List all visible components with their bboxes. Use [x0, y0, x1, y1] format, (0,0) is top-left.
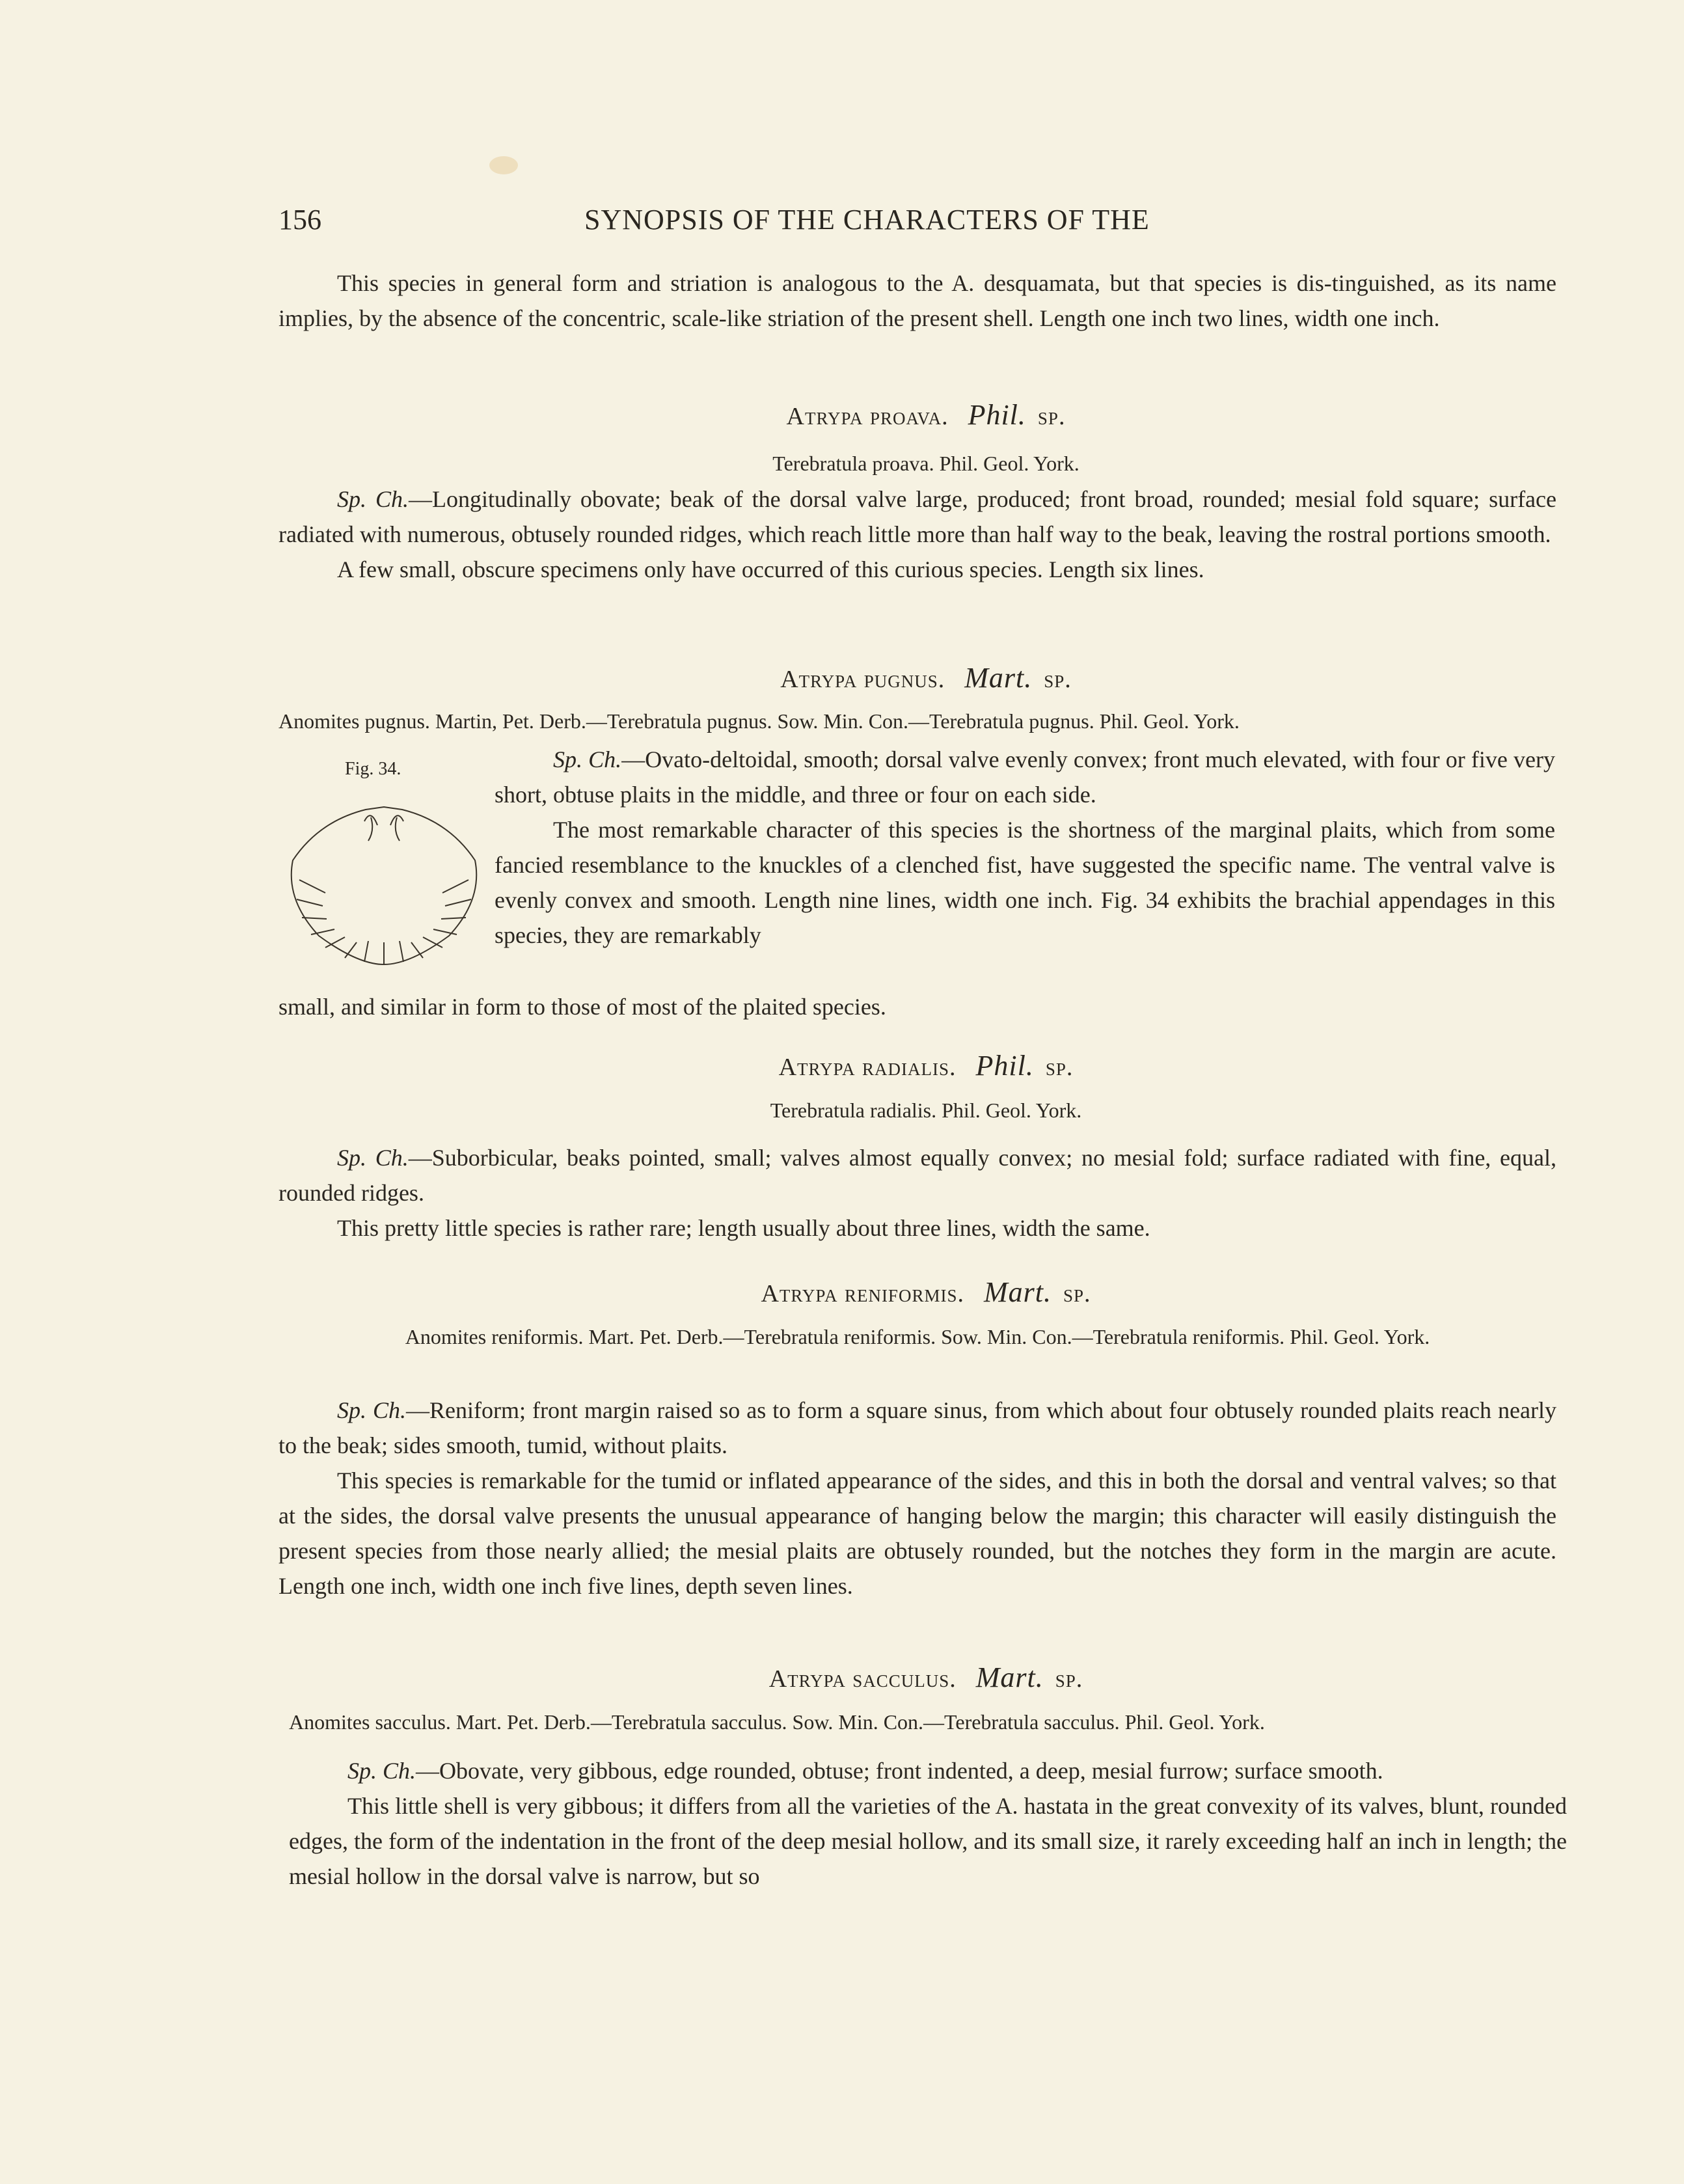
remark-text: A few small, obscure specimens only have occurred of this curious species. Length six lines.	[337, 556, 1204, 582]
sp-ch-label: Sp. Ch.	[553, 746, 622, 772]
running-head	[278, 203, 1573, 249]
running-title: SYNOPSIS OF THE CHARACTERS OF THE	[584, 204, 1150, 236]
sp-ch-text: —Obovate, very gibbous, edge rounded, obtuse; front indented, a deep, mesial furrow; surface smooth.	[416, 1758, 1383, 1784]
figure-label: Fig. 34.	[345, 759, 401, 779]
species-heading-radialis	[278, 1049, 1573, 1082]
species-heading-pugnus	[278, 661, 1573, 694]
species-authority: Phil.	[968, 399, 1026, 431]
species-authority: Mart.	[964, 662, 1033, 694]
remark-text: The most remarkable character of this species is the shortness of the marginal plaits, which from some fancied resemblance to the knuckles of a clenched fist, have suggested the specific name. The ventral valve is evenly convex and smooth. Length nine lines, width one inch. Fig. 34 exhibits the brachial appendages in this species, they are remarkably	[495, 817, 1555, 948]
description-pugnus	[495, 742, 1555, 953]
sp-ch-label: Sp. Ch.	[337, 1397, 407, 1423]
synonymy-proava: Terebratula proava. Phil. Geol. York.	[772, 452, 1080, 475]
remark-end-text: small, and similar in form to those of most of the plaited species.	[278, 994, 886, 1020]
sp-ch-text: —Ovato-deltoidal, smooth; dorsal valve evenly convex; front much elevated, with four or five very short, obtuse plaits in the middle, and three or four on each side.	[495, 746, 1555, 808]
species-authority: Phil.	[975, 1050, 1034, 1082]
species-name: Atrypa radialis.	[778, 1054, 957, 1081]
species-authority: Mart.	[975, 1661, 1044, 1693]
remark-text: This little shell is very gibbous; it differs from all the varieties of the A. hastata in the great convexity of its valves, blunt, rounded edges, the form of the indentation in the front of the deep mesial hollow, and its small size, it rarely exceeding half an inch in length; the mesial hollow in the dorsal valve is narrow, but so	[289, 1793, 1567, 1889]
description-proava	[278, 482, 1556, 587]
species-name: Atrypa proava.	[786, 403, 949, 430]
remark-continuation-pugnus	[278, 989, 1556, 1024]
description-radialis	[278, 1140, 1556, 1246]
description-reniformis	[278, 1393, 1556, 1604]
synonymy-sacculus: Anomites sacculus. Mart. Pet. Derb.—Terebratula sacculus. Sow. Min. Con.—Terebratula sacculus. Phil. Geol. York.	[289, 1710, 1265, 1734]
sp-ch-label: Sp. Ch.	[337, 1145, 409, 1171]
species-heading-sacculus	[278, 1661, 1573, 1694]
species-authority: Mart.	[983, 1276, 1052, 1308]
species-sp: sp.	[1037, 403, 1066, 430]
remark-text: This pretty little species is rather rare; length usually about three lines, width the same.	[337, 1215, 1150, 1241]
sp-ch-text: —Reniform; front margin raised so as to form a square sinus, from which about four obtusely rounded plaits reach nearly to the beak; sides smooth, tumid, without plaits.	[278, 1397, 1556, 1458]
species-sp: sp.	[1063, 1280, 1091, 1307]
species-name: Atrypa sacculus.	[768, 1665, 957, 1693]
paper-stain	[489, 156, 518, 174]
intro-text: This species in general form and striation is analogous to the A. desquamata, but that species is dis-tinguished, as its name implies, by the absence of the concentric, scale-like striation of the present shell. Length one inch two lines, width one inch.	[278, 270, 1556, 331]
species-heading-reniformis	[278, 1276, 1573, 1309]
shell-figure	[280, 802, 488, 971]
species-name: Atrypa reniformis.	[761, 1280, 964, 1307]
species-name: Atrypa pugnus.	[780, 666, 945, 693]
page-number: 156	[278, 204, 321, 236]
species-sp: sp.	[1055, 1665, 1083, 1693]
remark-text: This species is remarkable for the tumid or inflated appearance of the sides, and this in both the dorsal and ventral valves; so that at the sides, the dorsal valve presents the unusual appearance of hanging below the margin; this character will easily distinguish the present species from those nearly allied; the mesial plaits are obtusely rounded, but the notches they form in the margin are acute. Length one inch, width one inch five lines, depth seven lines.	[278, 1467, 1556, 1599]
sp-ch-label: Sp. Ch.	[347, 1758, 416, 1784]
synonymy-pugnus: Anomites pugnus. Martin, Pet. Derb.—Terebratula pugnus. Sow. Min. Con.—Terebratula pugnus. Phil. Geol. York.	[278, 709, 1240, 733]
species-heading-proava	[278, 398, 1573, 431]
synonymy-radialis: Terebratula radialis. Phil. Geol. York.	[770, 1099, 1082, 1122]
sp-ch-label: Sp. Ch.	[337, 486, 409, 512]
sp-ch-text: —Suborbicular, beaks pointed, small; valves almost equally convex; no mesial fold; surface radiated with fine, equal, rounded ridges.	[278, 1145, 1557, 1206]
intro-paragraph	[278, 266, 1556, 336]
description-sacculus	[289, 1753, 1567, 1894]
sp-ch-text: —Longitudinally obovate; beak of the dorsal valve large, produced; front broad, rounded; mesial fold square; surface radiated with numerous, obtusely rounded ridges, which reach little more than half way to the beak, leaving the rostral portions smooth.	[278, 486, 1556, 547]
species-sp: sp.	[1044, 666, 1072, 693]
synonymy-reniformis: Anomites reniformis. Mart. Pet. Derb.—Terebratula reniformis. Sow. Min. Con.—Terebratula reniformis. Phil. Geol. York.	[405, 1325, 1430, 1348]
species-sp: sp.	[1045, 1054, 1074, 1081]
